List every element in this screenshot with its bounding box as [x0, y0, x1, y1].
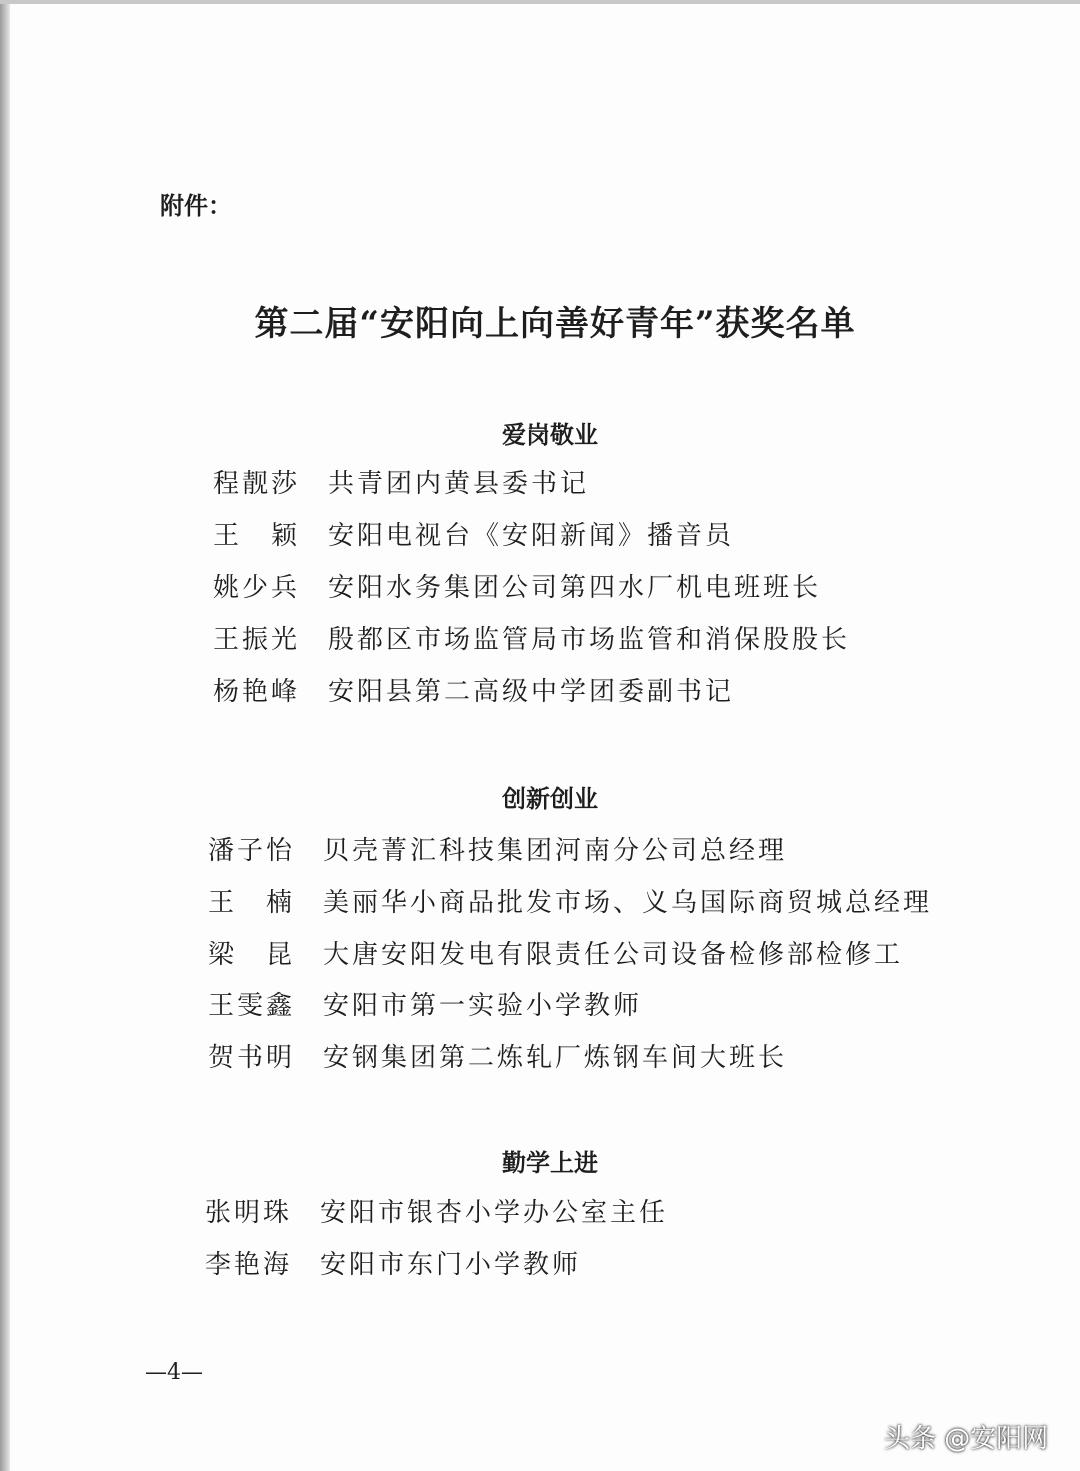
awardee-position: 安阳县第二高级中学团委副书记	[328, 677, 735, 707]
awardee-name: 贺书明	[208, 1043, 296, 1073]
scan-edge	[0, 0, 10, 1471]
awardee-position: 贝壳菁汇科技集团河南分公司总经理	[323, 836, 788, 866]
awardee-position: 安阳水务集团公司第四水厂机电班班长	[328, 573, 822, 603]
awardee-name: 王振光	[213, 625, 301, 655]
awardee-position: 共青团内黄县委书记	[328, 469, 590, 499]
awardee-position: 殷都区市场监管局市场监管和消保股股长	[328, 625, 851, 655]
awardee-name: 王 楠	[208, 888, 296, 918]
scan-edge-top	[0, 0, 1080, 4]
section-heading: 爱岗敬业	[502, 421, 598, 449]
awardee-position: 大唐安阳发电有限责任公司设备检修部检修工	[323, 940, 904, 970]
section-heading: 创新创业	[502, 785, 598, 813]
awardee-position: 安阳市银杏小学办公室主任	[320, 1198, 669, 1228]
awardee-name: 潘子怡	[208, 836, 296, 866]
section-heading: 勤学上进	[502, 1149, 598, 1177]
awardee-name: 王雯鑫	[208, 991, 296, 1021]
awardee-name: 杨艳峰	[213, 677, 301, 707]
awardee-position: 安阳电视台《安阳新闻》播音员	[328, 521, 735, 551]
awardee-name: 梁 昆	[208, 940, 296, 970]
awardee-position: 美丽华小商品批发市场、义乌国际商贸城总经理	[323, 888, 933, 918]
document-title: 第二届“安阳向上向善好青年”获奖名单	[254, 304, 856, 344]
awardee-name: 张明珠	[205, 1198, 293, 1228]
awardee-name: 程靓莎	[213, 469, 301, 499]
page-number: —4—	[145, 1360, 203, 1385]
awardee-name: 李艳海	[205, 1250, 293, 1280]
awardee-position: 安钢集团第二炼轧厂炼钢车间大班长	[323, 1043, 788, 1073]
watermark: 头条 @安阳网	[884, 1424, 1049, 1454]
awardee-position: 安阳市东门小学教师	[320, 1250, 582, 1280]
awardee-name: 王 颖	[213, 521, 301, 551]
awardee-position: 安阳市第一实验小学教师	[323, 991, 643, 1021]
awardee-name: 姚少兵	[213, 573, 301, 603]
attachment-label: 附件：	[160, 192, 232, 220]
